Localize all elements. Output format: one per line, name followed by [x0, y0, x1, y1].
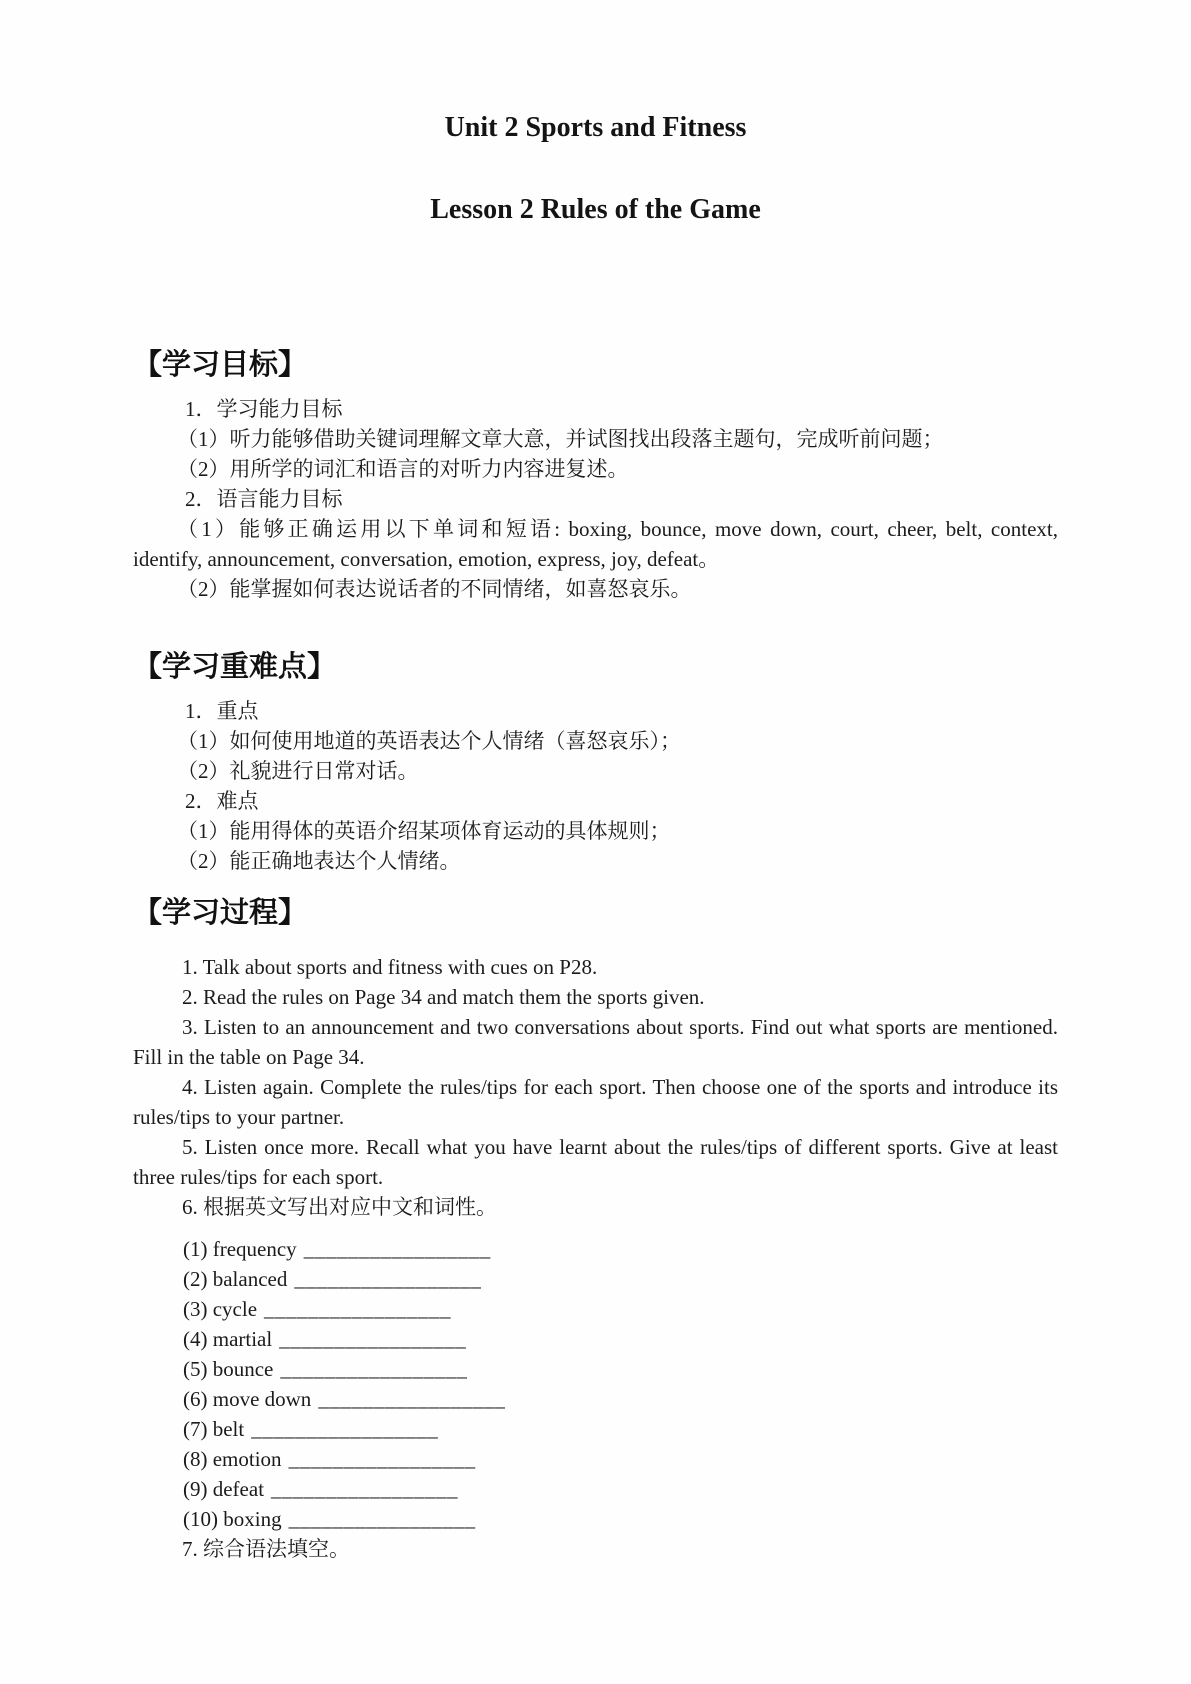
- list-item: 2. Read the rules on Page 34 and match them the sports given.: [182, 985, 705, 1009]
- fill-in-blank: _________________: [251, 1417, 439, 1441]
- list-item: （2）用所学的词汇和语言的对听力内容进复述。: [177, 457, 629, 481]
- list-item: 1．重点: [185, 699, 259, 723]
- fill-in-blank: _________________: [294, 1267, 482, 1291]
- vocab-word-label: (9) defeat: [183, 1477, 265, 1501]
- fill-in-blank: _________________: [264, 1297, 452, 1321]
- vocab-item: [133, 1354, 1058, 1384]
- paragraph-line-continued: Fill in the table on Page 34.: [133, 1045, 365, 1069]
- vocab-item: [133, 1504, 1058, 1534]
- section-body: [133, 696, 1058, 876]
- fill-in-blank: _________________: [271, 1477, 459, 1501]
- fill-in-blank: _________________: [288, 1447, 476, 1471]
- paragraph-line-continued: three rules/tips for each sport.: [133, 1165, 384, 1189]
- vocab-item: [133, 1294, 1058, 1324]
- vocab-word-label: (8) emotion: [183, 1447, 282, 1471]
- list-item: （1）能用得体的英语介绍某项体育运动的具体规则；: [177, 819, 671, 843]
- list-item: （2）能掌握如何表达说话者的不同情绪，如喜怒哀乐。: [177, 577, 692, 601]
- vocab-word-label: (2) balanced: [183, 1267, 288, 1291]
- vocab-word-label: (10) boxing: [183, 1507, 282, 1531]
- list-item: 2．语言能力目标: [185, 487, 343, 511]
- vocab-word-label: (5) bounce: [183, 1357, 274, 1381]
- document-section: [133, 346, 1058, 604]
- document-sections: [133, 346, 1058, 1564]
- paragraph-line: 5. Listen once more. Recall what you have learnt about the rules/tips of different sports. Give at least: [182, 1135, 1058, 1159]
- vocab-item: [133, 1474, 1058, 1504]
- vocab-word-label: (3) cycle: [183, 1297, 258, 1321]
- vocab-item: [133, 1444, 1058, 1474]
- paragraph-line-continued: rules/tips to your partner.: [133, 1105, 345, 1129]
- section-heading: 【学习过程】: [133, 897, 308, 929]
- fill-in-blank: _________________: [280, 1357, 468, 1381]
- vocab-item: [133, 1234, 1058, 1264]
- section-heading: 【学习目标】: [133, 349, 308, 381]
- fill-in-blank: _________________: [303, 1237, 491, 1261]
- fill-in-blank: _________________: [279, 1327, 467, 1351]
- list-item: 6. 根据英文写出对应中文和词性。: [182, 1195, 497, 1219]
- list-item: （2）礼貌进行日常对话。: [177, 759, 419, 783]
- document-section: [133, 894, 1058, 1564]
- paragraph-line-continued: identify, announcement, conversation, emotion, express, joy, defeat。: [133, 547, 720, 571]
- list-item: （1）如何使用地道的英语表达个人情绪（喜怒哀乐）；: [177, 729, 681, 753]
- vocab-word-label: (4) martial: [183, 1327, 273, 1351]
- vocab-word-label: (7) belt: [183, 1417, 245, 1441]
- fill-in-blank: _________________: [318, 1387, 506, 1411]
- section-heading: 【学习重难点】: [133, 651, 337, 683]
- vocab-item: [133, 1324, 1058, 1354]
- paragraph-line: 4. Listen again. Complete the rules/tips for each sport. Then choose one of the sports and introduce its: [182, 1075, 1058, 1099]
- list-item: （2）能正确地表达个人情绪。: [177, 849, 461, 873]
- vocab-item: [133, 1414, 1058, 1444]
- vocab-item: [133, 1264, 1058, 1294]
- list-item: 7. 综合语法填空。: [182, 1537, 350, 1561]
- paragraph-line: 3. Listen to an announcement and two conversations about sports. Find out what sports are mentioned.: [182, 1015, 1058, 1039]
- list-item: 2．难点: [185, 789, 259, 813]
- section-body: [133, 394, 1058, 604]
- document-subtitle: Lesson 2 Rules of the Game: [430, 194, 761, 225]
- document-title: Unit 2 Sports and Fitness: [444, 112, 747, 143]
- fill-in-blank: _________________: [288, 1507, 476, 1531]
- document-section: [133, 648, 1058, 876]
- section-body: [133, 952, 1058, 1564]
- vocab-word-label: (1) frequency: [183, 1237, 297, 1261]
- paragraph-line: （1）能够正确运用以下单词和短语: boxing, bounce, move down, court, cheer, belt, context,: [177, 517, 1058, 541]
- list-item: 1. Talk about sports and fitness with cues on P28.: [182, 955, 598, 979]
- vocab-word-label: (6) move down: [183, 1387, 312, 1411]
- list-item: （1）听力能够借助关键词理解文章大意，并试图找出段落主题句，完成听前问题；: [177, 427, 944, 451]
- vocab-item: [133, 1384, 1058, 1414]
- list-item: 1．学习能力目标: [185, 397, 343, 421]
